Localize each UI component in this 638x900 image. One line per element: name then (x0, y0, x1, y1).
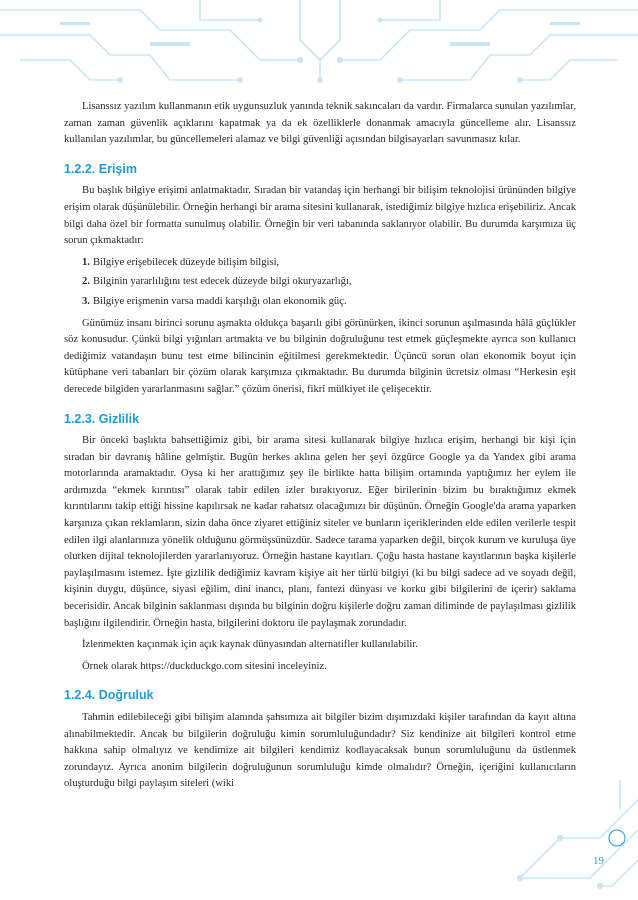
section-title-gizlilik: 1.2.3. Gizlilik (64, 411, 140, 426)
page-number: 19 (593, 855, 604, 867)
gizlilik-paragraph-2: İzlenmekten kaçınmak için açık kaynak dünyasından alternatifler kullanılabilir. (82, 639, 418, 651)
gizlilik-paragraph-1: Bir önceki başlıkta bahsettiğimiz gibi, bir arama sitesi kullanarak bilgiye hızlıca erişim, herhangi bir kişi için sıradan bir davranış hâline gelmiştir. Bugün herkes aklına gelen her şeyi özgürce Google ya da Yandex gibi arama motorlarında aramaktadır. Oysa ki her arattığımız şey ile birlikte hatta bilişim ortamında yaptığımız her eylem ile ardımızda “ekmek kırıntısı” olarak tabir edilen izler bırakıyoruz. Eğer birilerinin bizim bu bıraktığımız ekmek kırıntılarını takip ettiği hissine kapılırsak ne kadar rahatsız olacağımızı bir düşünün. Örneğin Google'da arama yaparken karşınıza çıkan reklamların, sizin daha önce ziyaret ettiğiniz siteler ve bunların içeriklerinden elde edilen verilerle tespit edilen ilgi alanlarınıza yönelik olduğunu görmüşsünüzdür. Sadece tarama yaparken değil, birçok kurum ve kuruluşa üye olurken dijital teknolojilerden yararlanıyoruz. Örneğin hastane kayıtları. Çoğu hasta hastane kayıtlarının başka kişilerle paylaşılmasını istemez. İşte gizlilik dediğimiz kavram kişiye ait her türlü bilgiyi (ki bu bilgi sadece ad ve soyadı değil, kişinin duygu, düşünce, siyasi eğilim, dini inancı, planı, fantezi dünyası ve korku gibi bilgilerini de içerir) saklama becerisidir. Ancak bilginin saklanması dışında bu bilginin doğru kişilerle doğru zaman diliminde de paylaşılması gizlilik başlığını ilgilendirir. Örneğin hasta, bilgilerini doktoru ile paylaşmak zorundadır. (64, 435, 576, 629)
list-item (64, 294, 576, 311)
list-item (64, 274, 576, 291)
list-item-number: 3. (82, 295, 90, 307)
list-item-text: Bilginin yararlılığını test edecek düzeyde bilgi okuryazarlığı, (92, 276, 352, 288)
list-item-text: Bilgiye erişmenin varsa maddi karşılığı olan ekonomik güç. (92, 295, 347, 307)
section-title-erisim: 1.2.2. Erişim (64, 161, 137, 176)
list-item-number: 2. (82, 276, 90, 288)
intro-paragraph: Lisanssız yazılım kullanmanın etik uygunsuzluk yanında teknik sakıncaları da vardır. Firmalarca sunulan yazılımlar, zaman zaman güvenlik açıklarını kapatmak ya da ek özelliklerle donanmak amacıyla güncelleme alır. Lisanssız kullanılan yazılımlar, bu güncellemeleri alamaz ve bilgi güvenliği açısından bilgisayarları savunmasız kılar. (64, 101, 576, 146)
circuit-footer-decoration (0, 780, 638, 900)
erisim-paragraph-2: Günümüz insanı birinci sorunu aşmakta oldukça başarılı gibi görünürken, ikinci sorunun aşılmasında hâlâ güçlükler söz konusudur. Çünkü bilgi yığınları artmakta ve bu bilginin doğruluğunu test etmek güçleşmekte ayrıca son kullanıcı dediğimiz vatandaşın bunu test etme bilincinin eğitilmesi gerekmektedir. Üçüncü sorun olan ekonomik boyut için kütüphane veri tabanları bir çözüm olarak karşımıza çıkmaktadır. Bu durumda bilginin ücretsiz olması “Herkesin eşit derecede bilgiden yararlanmasını sağlar.” çözüm önerisi, fikrî mülkiyet ile çelişecektir. (64, 317, 576, 395)
dogruluk-paragraph-1: Tahmin edilebileceği gibi bilişim alanında şahsımıza ait bilgiler bizim dışımızdaki kişiler tarafından da kayıt altına alınabilmektedir. Ancak bu bilgilerin doğruluğu kimin sorumluluğundadır? Siz kendinize ait bilgileri kontrol etme hakkına sahip olmalıyız ve kendimize ait bilgileri kendimiz kodlayacaksak bunun sorumluluğunu da üstlenmek zorundayız. Ayrıca anonim bilgilerin doğruluğunun sorumluluğu kimde olmalıdır? Örneğin, içeriğini kullanıcıların oluşturduğu bilgi paylaşım siteleri (wiki (64, 712, 576, 790)
list-item (64, 255, 576, 272)
list-item-text: Bilgiye erişebilecek düzeyde bilişim bilgisi, (92, 256, 280, 268)
erisim-problem-list (64, 255, 576, 311)
page-content (64, 99, 576, 798)
list-item-number: 1. (82, 256, 90, 268)
circuit-header-decoration (0, 0, 638, 100)
erisim-paragraph-1: Bu başlık bilgiye erişimi anlatmaktadır. Sıradan bir vatandaş için herhangi bir bilişim teknolojisi ürününden bilgiye erişim olarak düşünülebilir. Örneğin herhangi bir arama sitesini kullanarak, istediğimiz bilgiye hızlıca erişebiliriz. Ancak bilgi daha özel bir formatta sunulmuş olabilir. Örneğin bir veri tabanında saklanıyor olabilir. Bu durumda karşımıza üç sorun çıkmaktadır: (64, 185, 576, 247)
section-title-dogruluk: 1.2.4. Doğruluk (64, 688, 154, 703)
gizlilik-paragraph-3: Örnek olarak https://duckduckgo.com sitesini inceleyiniz. (82, 660, 327, 672)
